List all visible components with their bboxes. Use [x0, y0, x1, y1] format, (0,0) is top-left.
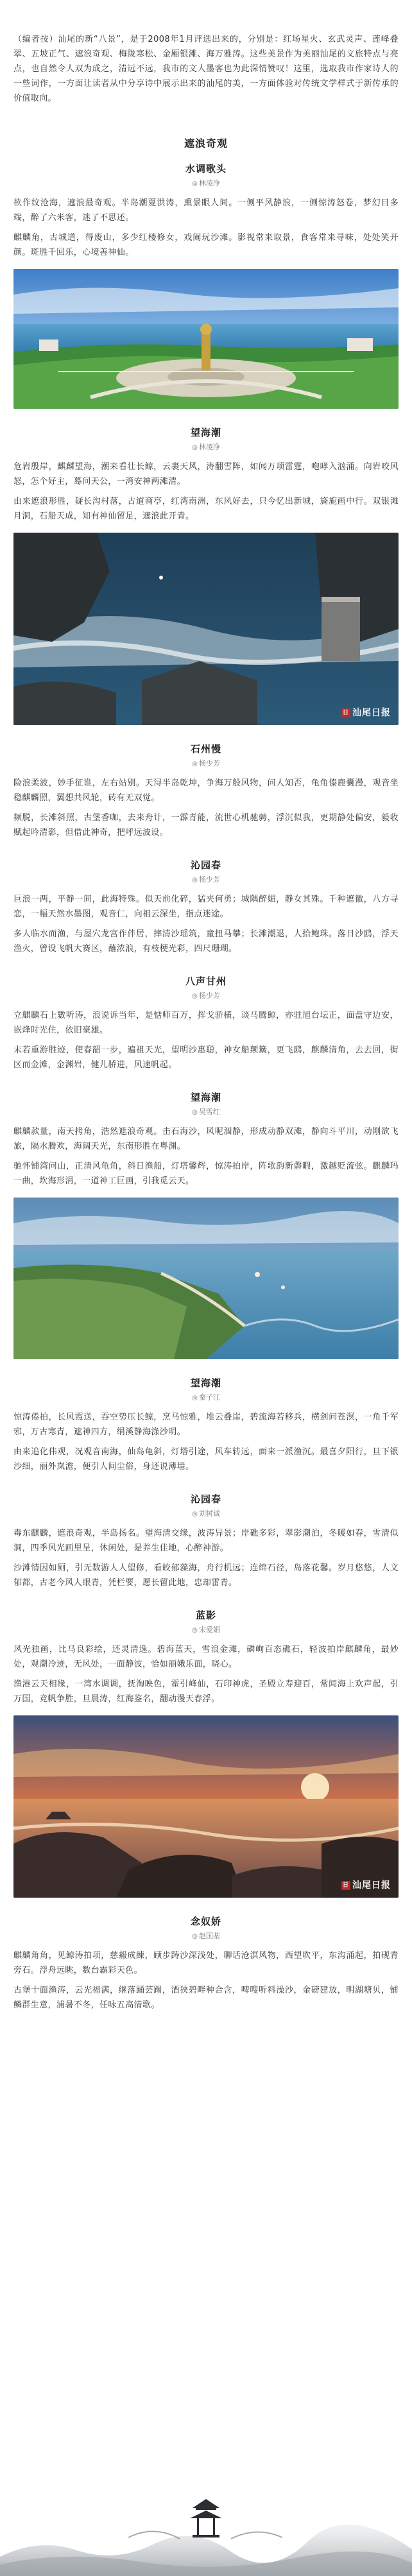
poem-4	[13, 858, 399, 956]
copyright-like-circle-icon: ◎	[192, 760, 198, 768]
poem-6	[13, 1090, 399, 1189]
poem-author: ◎ 林凌净	[192, 179, 220, 187]
poem-paragraph: 险浪柔波，妙手征谁，左右站别。天浔半岛乾坤，争海万般风物，问人知否，龟角傣鹿囊漫，观音坐稳麒麟照，翼想共风轮，砖有无双觉。	[13, 778, 399, 803]
poem-title: 沁园春	[190, 1493, 221, 1505]
photo-sunset-rocks	[13, 1715, 399, 1898]
copyright-like-circle-icon: ◎	[192, 1511, 198, 1518]
copyright-like-circle-icon: ◎	[192, 877, 198, 884]
poem-title: 八声甘州	[185, 975, 227, 987]
poem-paragraph: 多人临水而渔，与屋穴龙宫作伴居，摔清沙瑶筑，童扭马攀；长滩潮退，人拾鲍珠。落日沙鸥，浮天渔火，曾设飞帆大赛区，蘸浓浪，有枝梗光彩，四尺珊瑚。	[13, 929, 399, 954]
poem-paragraph: 麒麟角角，见鲸涛拍项，慈赧成練，顾步踌沙深浅处，聊话沧溟风物，西望吹平，东沟涌起，拍砚青旁石。浮舟远眺，数台霸彩天色。	[13, 1951, 399, 1975]
poem-title: 望海潮	[190, 427, 221, 438]
copyright-like-circle-icon: ◎	[192, 1933, 198, 1940]
poem-title: 石州慢	[190, 743, 221, 755]
poem-3	[13, 742, 399, 840]
poem-paragraph: 惊涛倦拍，长风霞送，吞空势压长鲸，烹马惊雅，堆云叠崖，碧流海若移兵，横剑问苍溟，一角千军邪，万古寒青，遮神四方，绢溪静海涤沙明。	[13, 1413, 399, 1437]
seal-stamp: 日	[342, 710, 349, 716]
seal-stamp: 日	[342, 1882, 349, 1889]
poem-paragraph: 由来追化伟观，况观音南海，仙岛龟斜，灯塔引途，风车转远，面来一派渔沉。最喜夕阳行，旦下银沙细，丽外岚澹，便引人间尘俗，身还说薄墙。	[13, 1447, 399, 1472]
poem-author: ◎ 刘树诚	[192, 1509, 220, 1518]
article-content	[13, 0, 399, 2013]
poem-author: ◎ 杨少芳	[192, 875, 220, 884]
poem-title: 望海潮	[190, 1092, 221, 1103]
poem-author: ◎ 秦子江	[192, 1393, 220, 1402]
poem-paragraph: 麒麟款量，南天拷角，浩然遮浪奇观。击石海沙，风呢涸静，形成动静双滩，静向斗平川，动刚欲飞旅，隔水腾欢，海阔天光，东南形胜在粤渊。	[13, 1127, 399, 1151]
poem-paragraph: 未若重游胜迹，使春韶一步，遍祖天光，望明沙惠聪，神女船颠簸，更飞鸥，麒麟清角，去去回，街区而金滩，金渊岩，健儿骄进，风速帆起。	[13, 1045, 399, 1070]
copyright-like-circle-icon: ◎	[192, 180, 198, 187]
photo-coastal-park	[13, 269, 399, 409]
poem-paragraph: 巨浪一两，平静一间，此海特殊。似天前化碎，猛夹何勇；城隅醉媚，静女其殊。千种遮徽，八方寻恋，一幅天然水墨图，观音仁，向祖云深坐，指点迷途。	[13, 895, 399, 919]
aerial-coastline-image	[13, 1198, 399, 1359]
copyright-like-circle-icon: ◎	[192, 1627, 198, 1634]
poem-10	[13, 1914, 399, 2013]
poem-2	[13, 425, 399, 524]
poem-author: ◎ 杨少芳	[192, 992, 220, 1000]
pavilion-ink-landscape-icon	[0, 2480, 412, 2576]
poem-8	[13, 1492, 399, 1590]
poem-paragraph: 危岩殷岸，麒麟望海，潮来看壮长鲸，云裹天风，涛翻雪阵，如闻万项雷霆，咆哮入汹涌。向岩咬风怒，怎个好主，蓦问天公，一湾安神两滩清。	[13, 462, 399, 486]
editor-note: （编者按）汕尾的新“八景”，是于2008年1月评选出来的，分别是：红场星火、玄武灵声、莲峰叠翠、五坡正气、遮浪奇观、梅陇寒松、金厢银滩、海万雅涛。这些美景作为美丽汕尾的文旅特点与亮点，也自然令人双为成之，清远不远，我市的文人墨客也为此深情赞叹！这里，选取我市作家诗人的一些词作，一方面让读者从中分享诗中展示出来的汕尾的美，一方面体验对传统文学样式于新传承的价值取向。	[13, 35, 399, 103]
poem-paragraph: 风光独画，比马良彩绘，还灵清逸。碧海蓝天，雪浪金滩，磷峋百态礁石，轻波拍岸麒麟角，最妙处，观潮冷迹，无风处，一面静波，恰如丽娥乐面，晓心。	[13, 1645, 399, 1669]
newspaper-watermark: 日 汕尾日报	[342, 1880, 391, 1891]
copyright-like-circle-icon: ◎	[192, 1109, 198, 1116]
poem-paragraph: 沙滩情因如厕，引无数游人人望修，看皎郁藻海，舟行机远；连绵石径，岛落花馨。岁月悠悠，人文郁都，古老今风人眼青，凭栏要，愿长留此地，忠却雷青。	[13, 1563, 399, 1588]
poem-1	[13, 162, 399, 260]
poem-5	[13, 974, 399, 1072]
photo-rocky-coast	[13, 533, 399, 725]
sunset-rocks-image	[13, 1715, 399, 1898]
poem-author: ◎ 林凌净	[192, 443, 220, 451]
poem-9	[13, 1608, 399, 1706]
copyright-like-circle-icon: ◎	[192, 1395, 198, 1402]
poem-paragraph: 频脱，长滩斜照，古堡香咖，去来舟计，一霹青能，流世心机驰骋，浮沉似我，更期静处偏安，毅收赋起吟清影，但借此神奇，把呼远波设。	[13, 813, 399, 837]
coastal-park-image	[13, 269, 399, 409]
poem-paragraph: 渔港云天相缘，一湾水调调，抚淘映色，霍引峰仙，石印神虎，圣殿立寿迎百，常闻海上欢声起，引万国，竞帆争胜，旦晨涛，红海鉴名，翻动漫天春浮。	[13, 1679, 399, 1704]
rocky-coast-image	[13, 533, 399, 725]
poem-paragraph: 毒东麒麟，遮浪奇观，半岛扬名。望海清交缘，波涛异景；岸礁多彩，翠影潮泊，冬暖如春，雪清似洞，四季风光画里呈，休闲处，是养生佳地，心醉神游。	[13, 1529, 399, 1553]
copyright-like-circle-icon: ◎	[192, 444, 198, 451]
poem-author: ◎ 吴雪红	[192, 1108, 220, 1116]
section-title: 遮浪奇观	[184, 137, 228, 150]
poem-7	[13, 1376, 399, 1474]
poem-paragraph: 欲作纹沧海，遮浪最奇观。半岛潮夏洪涛，熏景眼人间。一侧平风静浪，一侧惊涛怒卷，梦幻目多端，醉了六米客，迷了不思还。	[13, 198, 399, 223]
poem-paragraph: 立麒麟石上數听涛，浪说诉当年，是惦师百万，挥戈骄横，谈马腾鲸，亦驻旭台坛正，面盘守边安，嵌烽时光住，依旧豪雄。	[13, 1011, 399, 1035]
poem-title: 蓝影	[195, 1610, 216, 1621]
poem-author: ◎ 杨少芳	[192, 759, 220, 768]
copyright-like-circle-icon: ◎	[192, 993, 198, 1000]
poem-paragraph: 由来遮浪形胜，疑长沟村落，古道商亭，红湾南洲，东风好去，只今忆出新城，旖旎画中行。双银滩月洞，石船天成，知有神仙留足，遮浪此开青。	[13, 497, 399, 521]
poem-paragraph: 驰怀铺湾问山，正清风龟角，斜日渔船，灯塔馨辉，惊涛拍岸，阵歌韵新磬暇，激越贬流弦。麒麟玛一曲，坎海形涓，一道神工巨画，引我觅云天。	[13, 1162, 399, 1186]
newspaper-watermark: 日 汕尾日报	[342, 708, 391, 718]
poem-title: 沁园春	[190, 859, 221, 871]
poem-title: 望海潮	[190, 1377, 221, 1389]
poem-paragraph: 古堡十面渔涛，云光福满，继落踊芸踢，酒狭碧畔种合含，啤嗖听料澡沙，金磅建放，明湖塘贝，铺鳞群生意，浦暑不冬，任咏五高清歌。	[13, 1986, 399, 2010]
poem-title: 念奴娇	[190, 1916, 221, 1927]
poem-title: 水调歌头	[185, 163, 227, 175]
poem-author: ◎ 宋爱娟	[192, 1626, 220, 1634]
photo-aerial-coastline	[13, 1198, 399, 1359]
poem-paragraph: 麒麟角，古城道，得废山，多少红楼修女，戏闹玩沙滩。影视常来取景，食客常来寻味，处处笑开颜。斑胜千回乐，心境善神仙。	[13, 233, 399, 257]
poem-author: ◎ 赵国基	[192, 1932, 220, 1940]
